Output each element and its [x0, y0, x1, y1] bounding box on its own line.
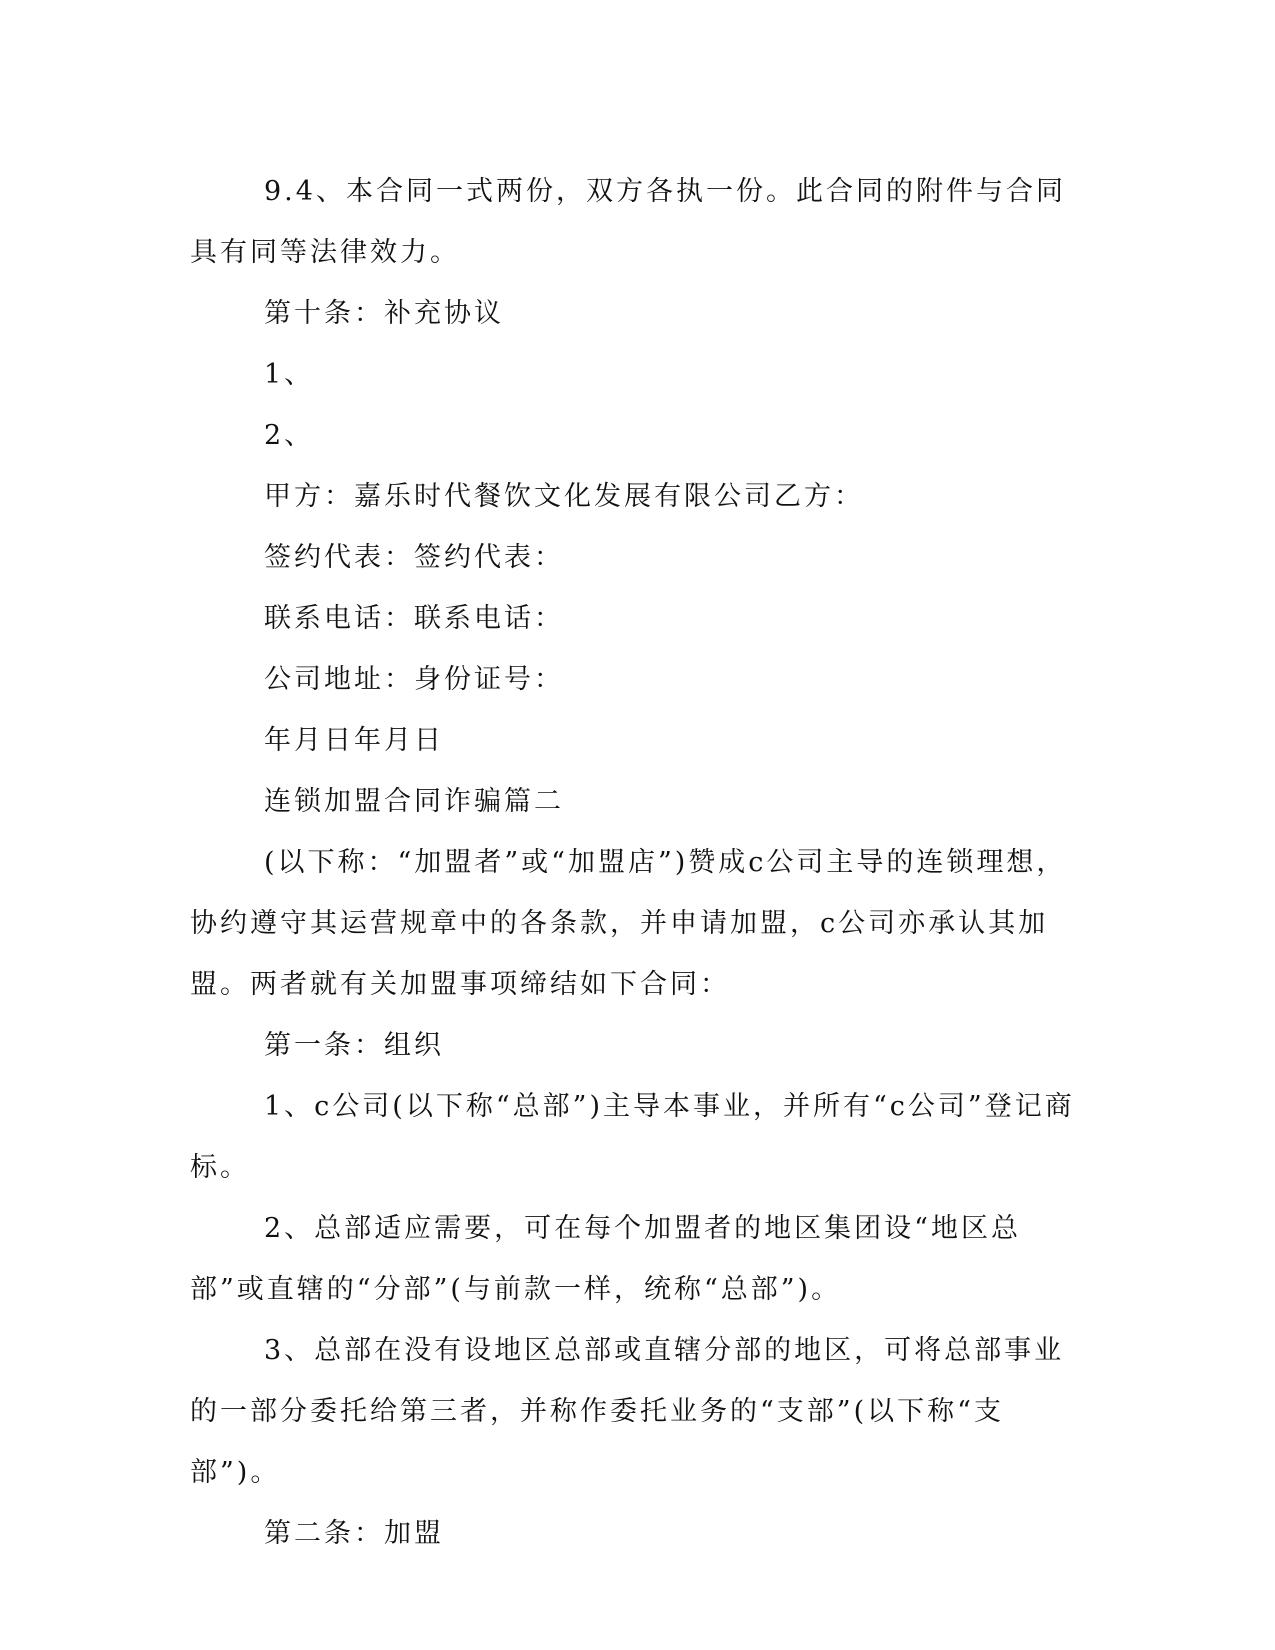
article-1-clause-3: 3、总部在没有设地区总部或直辖分部的地区，可将总部事业的一部分委托给第三者，并称作委托业务的“支部”(以下称“支部”)。	[190, 1335, 1065, 1488]
heading-article-2: 第二条：加盟	[264, 1518, 444, 1549]
list-item-2: 2、	[264, 420, 315, 451]
list-item-1: 1、	[264, 359, 315, 390]
date-line: 年月日年月日	[264, 725, 444, 756]
article-1-clause-2: 2、总部适应需要，可在每个加盟者的地区集团设“地区总部”或直辖的“分部”(与前款一样，统称“总部”)。	[190, 1213, 1021, 1305]
address-line: 公司地址：身份证号：	[264, 664, 564, 695]
paragraph-9-4: 9.4、本合同一式两份，双方各执一份。此合同的附件与合同具有同等法律效力。	[190, 176, 1066, 268]
intro-paragraph: (以下称：“加盟者”或“加盟店”)赞成c公司主导的连锁理想，协约遵守其运营规章中的各条款，并申请加盟，c公司亦承认其加盟。两者就有关加盟事项缔结如下合同：	[190, 847, 1067, 1000]
signatory-line: 签约代表：签约代表：	[264, 542, 564, 573]
document-body	[190, 161, 1085, 1564]
heading-article-1: 第一条：组织	[264, 1030, 444, 1061]
article-1-clause-1: 1、c公司(以下称“总部”)主导本事业，并所有“c公司”登记商标。	[190, 1091, 1075, 1183]
heading-article-10: 第十条：补充协议	[264, 298, 504, 329]
section-title: 连锁加盟合同诈骗篇二	[264, 786, 564, 817]
phone-line: 联系电话：联系电话：	[264, 603, 564, 634]
party-line: 甲方：嘉乐时代餐饮文化发展有限公司乙方：	[264, 481, 864, 512]
